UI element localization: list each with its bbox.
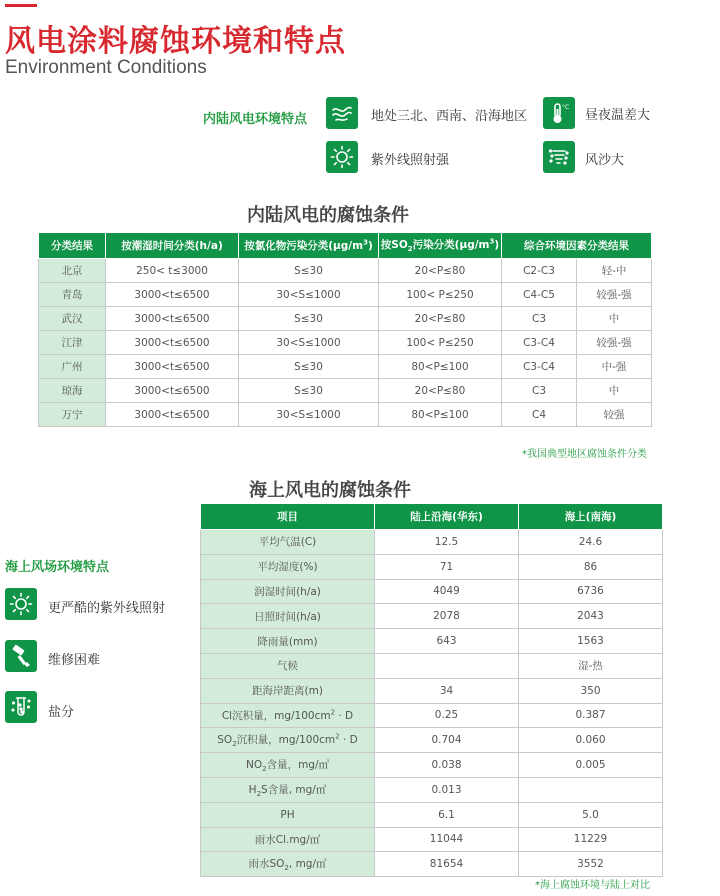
city-cell: 江津 [39,331,106,355]
col-header-coastal: 陆上沿海(华东) [375,504,519,530]
item-label-cell: 日照时间(h/a) [201,604,375,629]
coastal-value-cell: 11044 [375,827,519,852]
table-cell: 中 [577,307,652,331]
table-cell: 3000<t≤6500 [106,403,239,427]
offshore-features-label: 海上风场环境特点 [5,560,110,575]
coastal-value-cell: 81654 [375,852,519,877]
col-header-item: 项目 [201,504,375,530]
table-cell: 较强-强 [577,331,652,355]
offshore-value-cell: 24.6 [519,530,663,555]
offshore-value-cell: 5.0 [519,802,663,827]
accent-bar [5,4,37,7]
table-row [39,259,652,283]
table-cell: 80<P≤100 [379,355,502,379]
feature-text-uv: 紫外线照射强 [371,153,450,168]
offshore-value-cell: 0.060 [519,728,663,753]
coastal-value-cell: 4049 [375,579,519,604]
table-cell: S≤30 [239,355,379,379]
coastal-value-cell [375,653,519,678]
coastal-value-cell: 6.1 [375,802,519,827]
table-row [201,753,663,778]
item-label-cell: 降雨量(mm) [201,629,375,654]
item-label-cell: $SO_2$沉积量，$mg/100cm^2 \cdot D$ [201,728,375,753]
table-cell: 30<S≤1000 [239,283,379,307]
table-cell: 20<P≤80 [379,259,502,283]
city-cell: 青岛 [39,283,106,307]
offshore-value-cell: 2043 [519,604,663,629]
feature-text-maintenance: 维修困难 [48,653,101,668]
table-cell: C3 [502,307,577,331]
offshore-value-cell: 11229 [519,827,663,852]
table-row [201,802,663,827]
item-label-cell: 雨水Cl.mg/㎥ [201,827,375,852]
col-header-class: 分类结果 [39,233,106,259]
page-subtitle: Environment Conditions [5,57,207,78]
col-header-so2: 按$SO_2$污染分类$(\mu g/m^3)$ [379,233,502,259]
feature-text-region: 地处三北、西南、沿海地区 [371,109,528,124]
offshore-value-cell: 350 [519,678,663,703]
paint-brush-icon [5,640,37,672]
offshore-corrosion-table [200,503,663,877]
table-header-row [201,504,663,530]
table-cell: 30<S≤1000 [239,331,379,355]
table-cell: C4-C5 [502,283,577,307]
table-cell: C3-C4 [502,355,577,379]
offshore-value-cell [519,777,663,802]
wind-icon [326,97,358,129]
item-label-cell: PH [201,802,375,827]
table-cell: 较强 [577,403,652,427]
table-row [201,653,663,678]
table-cell: 30<S≤1000 [239,403,379,427]
inland-features-label: 内陆风电环境特点 [203,112,308,127]
offshore-table-title: 海上风电的腐蚀条件 [249,480,411,501]
coastal-value-cell: 0.25 [375,703,519,728]
table-cell: 中-强 [577,355,652,379]
table-cell: 中 [577,379,652,403]
table-row [201,579,663,604]
table-cell: 100< P≤250 [379,283,502,307]
offshore-value-cell: 3552 [519,852,663,877]
table-row [201,728,663,753]
table-cell: 3000<t≤6500 [106,355,239,379]
coastal-value-cell: 0.038 [375,753,519,778]
item-label-cell: 平均气温(C) [201,530,375,555]
table-cell: S≤30 [239,307,379,331]
coastal-value-cell: 0.704 [375,728,519,753]
city-cell: 万宁 [39,403,106,427]
table-cell: 20<P≤80 [379,379,502,403]
test-tube-icon [5,691,37,723]
inland-corrosion-table [38,232,652,427]
table-cell: 20<P≤80 [379,307,502,331]
item-label-cell: $NO_2$含量，mg/㎥ [201,753,375,778]
item-label-cell: 气候 [201,653,375,678]
table-cell: C2-C3 [502,259,577,283]
svg-text:°C: °C [562,104,570,111]
table-row [201,777,663,802]
table-row [39,283,652,307]
table-cell: S≤30 [239,259,379,283]
feature-text-harsh-uv: 更严酷的紫外线照射 [48,601,166,616]
table-row [201,678,663,703]
col-header-humidity: 按潮湿时间分类(h/a) [106,233,239,259]
table-row [201,852,663,877]
coastal-value-cell: 34 [375,678,519,703]
coastal-value-cell: 0.013 [375,777,519,802]
sun-icon [5,588,37,620]
coastal-value-cell: 643 [375,629,519,654]
feature-text-temperature: 昼夜温差大 [585,108,651,123]
feature-text-sand: 风沙大 [585,153,625,168]
coastal-value-cell: 2078 [375,604,519,629]
table-cell: 较强-强 [577,283,652,307]
col-header-offshore: 海上(南海) [519,504,663,530]
offshore-value-cell: 6736 [519,579,663,604]
table-cell: 3000<t≤6500 [106,307,239,331]
table-row [201,554,663,579]
table-cell: S≤30 [239,379,379,403]
table-cell: C3 [502,379,577,403]
offshore-value-cell: 0.387 [519,703,663,728]
table-row [39,331,652,355]
table-row [201,530,663,555]
item-label-cell: 平均湿度(%) [201,554,375,579]
offshore-value-cell: 1563 [519,629,663,654]
col-header-overall: 综合环境因素分类结果 [502,233,652,259]
item-label-cell: 距海岸距离(m) [201,678,375,703]
inland-table-note: *我国典型地区腐蚀条件分类 [522,449,647,460]
offshore-value-cell: 湿-热 [519,653,663,678]
city-cell: 北京 [39,259,106,283]
col-header-chloride: 按氯化物污染分类$(\mu g/m^3)$ [239,233,379,259]
thermometer-icon [543,97,575,129]
item-label-cell: $H_2S$含量, mg/㎥ [201,777,375,802]
table-cell: 250< t≤3000 [106,259,239,283]
page-title: 风电涂料腐蚀环境和特点 [5,24,346,59]
sun-icon [326,141,358,173]
table-row [201,703,663,728]
inland-table-title: 内陆风电的腐蚀条件 [247,205,409,226]
city-cell: 武汉 [39,307,106,331]
table-cell: 100< P≤250 [379,331,502,355]
table-cell: 80<P≤100 [379,403,502,427]
table-cell: C4 [502,403,577,427]
table-row [201,629,663,654]
offshore-table-note: *海上腐蚀环境与陆上对比 [535,880,650,891]
offshore-value-cell: 0.005 [519,753,663,778]
offshore-value-cell: 86 [519,554,663,579]
table-row [201,827,663,852]
table-cell: C3-C4 [502,331,577,355]
city-cell: 广州 [39,355,106,379]
table-row [39,403,652,427]
table-cell: 3000<t≤6500 [106,331,239,355]
table-header-row [39,233,652,259]
coastal-value-cell: 71 [375,554,519,579]
item-label-cell: 润湿时间(h/a) [201,579,375,604]
item-label-cell: Cl沉积量，$mg/100cm^2 \cdot D$ [201,703,375,728]
table-cell: 3000<t≤6500 [106,379,239,403]
city-cell: 琼海 [39,379,106,403]
table-cell: 轻-中 [577,259,652,283]
table-cell: 3000<t≤6500 [106,283,239,307]
item-label-cell: 雨水$SO_2$, mg/㎥ [201,852,375,877]
table-row [39,355,652,379]
table-row [201,604,663,629]
table-row [39,307,652,331]
coastal-value-cell: 12.5 [375,530,519,555]
feature-text-salt: 盐分 [48,705,75,720]
sandstorm-icon [543,141,575,173]
table-row [39,379,652,403]
